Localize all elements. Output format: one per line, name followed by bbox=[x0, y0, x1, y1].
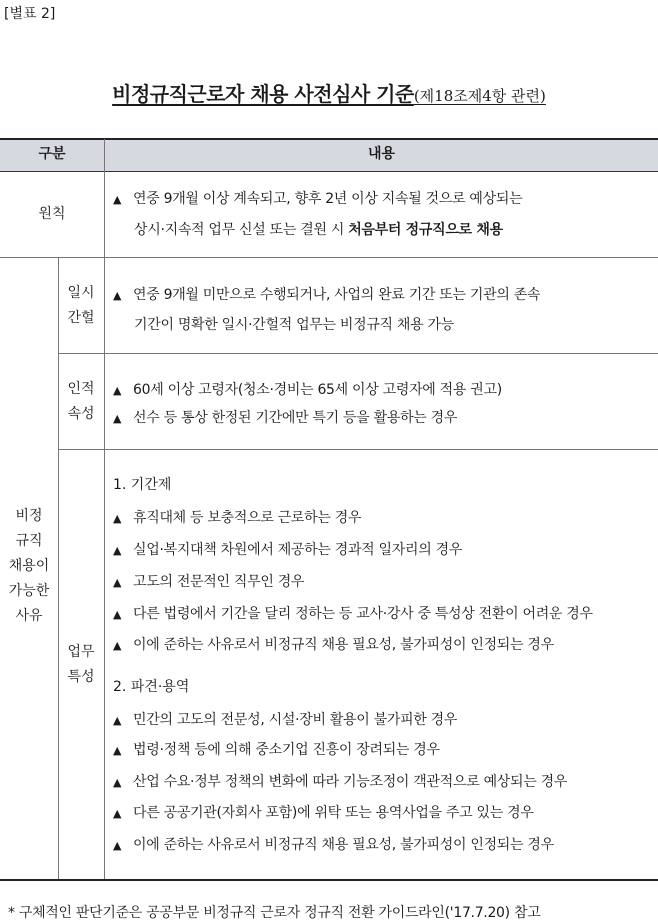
personal-label bbox=[58, 377, 104, 427]
personal-bottom-border bbox=[58, 449, 658, 450]
appendix-tag: [별표 2] bbox=[4, 6, 56, 22]
title-sub: (제18조제4항 관련) bbox=[413, 87, 546, 105]
principle-label: 원칙 bbox=[38, 206, 66, 222]
group-label-line: 채용이 bbox=[8, 558, 50, 574]
bullet-triangle-icon: ▲ bbox=[113, 639, 122, 652]
dispatch-item-text: 이에 준하는 사유로서 비정규직 채용 필요성, 불가피성이 인정되는 경우 bbox=[133, 837, 554, 853]
group-label bbox=[0, 504, 58, 629]
group-column-divider bbox=[58, 258, 59, 879]
title-main: 비정규직근로자 채용 사전심사 기준 bbox=[112, 82, 414, 106]
business-label-line: 특성 bbox=[67, 669, 95, 685]
fixed-term-item-text: 고도의 전문적인 직무인 경우 bbox=[133, 574, 305, 590]
temporary-item bbox=[113, 284, 650, 304]
personal-item-text: 선수 등 통상 한정된 기간에만 특기 등을 활용하는 경우 bbox=[133, 410, 458, 426]
document-title bbox=[0, 78, 658, 107]
fixed-term-item bbox=[113, 571, 650, 591]
dispatch-item-text: 다른 공공기관(자회사 포함)에 위탁 또는 용역사업을 주고 있는 경우 bbox=[133, 805, 534, 821]
group-label-line: 비정 bbox=[15, 508, 43, 524]
dispatch-item bbox=[113, 709, 650, 729]
personal-item bbox=[113, 407, 650, 427]
header-bottom-border bbox=[0, 171, 658, 172]
fixed-term-item-text: 실업·복지대책 차원에서 제공하는 경과적 일자리의 경우 bbox=[133, 542, 463, 558]
temporary-label bbox=[58, 281, 104, 331]
fixed-term-item bbox=[113, 634, 650, 654]
principle-bottom-border bbox=[0, 257, 658, 258]
bullet-triangle-icon: ▲ bbox=[113, 608, 122, 621]
fixed-term-item-text: 휴직대체 등 보충적으로 근로하는 경우 bbox=[133, 510, 362, 526]
principle-line-2-bold: 처음부터 정규직으로 채용 bbox=[348, 222, 503, 238]
principle-line-2 bbox=[134, 219, 503, 239]
dispatch-item-text: 민간의 고도의 전문성, 시설·장비 활용이 불가피한 경우 bbox=[133, 712, 458, 728]
header-category: 구분 bbox=[38, 146, 66, 162]
personal-label-line: 인적 bbox=[67, 381, 95, 397]
bullet-triangle-icon: ▲ bbox=[113, 839, 122, 852]
content-column-divider bbox=[104, 139, 105, 879]
bullet-triangle-icon: ▲ bbox=[113, 412, 122, 425]
group-label-line: 규직 bbox=[15, 533, 43, 549]
bullet-triangle-icon: ▲ bbox=[113, 776, 122, 789]
bullet-triangle-icon: ▲ bbox=[113, 544, 122, 557]
table-top-border bbox=[0, 138, 658, 140]
business-label bbox=[58, 640, 104, 690]
bullet-triangle-icon: ▲ bbox=[113, 744, 122, 757]
bullet-triangle-icon: ▲ bbox=[113, 576, 122, 589]
personal-item bbox=[113, 379, 650, 399]
dispatch-heading: 2. 파견·용역 bbox=[113, 679, 190, 695]
temporary-label-line: 일시 bbox=[67, 285, 95, 301]
fixed-term-item bbox=[113, 539, 650, 559]
header-content: 내용 bbox=[367, 146, 396, 162]
fixed-term-heading: 1. 기간제 bbox=[113, 477, 172, 493]
fixed-term-item bbox=[113, 603, 650, 623]
business-label-line: 업무 bbox=[67, 644, 95, 660]
group-label-line: 사유 bbox=[15, 608, 43, 624]
footnote: * 구체적인 판단기준은 공공부문 비정규직 근로자 정규직 전환 가이드라인('17.7.20) 참고 bbox=[8, 905, 541, 921]
temporary-line-1: 연중 9개월 미만으로 수행되거나, 사업의 완료 기간 또는 기관의 존속 bbox=[133, 287, 541, 303]
fixed-term-item-text: 다른 법령에서 기간을 달리 정하는 등 교사·강사 중 특성상 전환이 어려운 경우 bbox=[133, 606, 593, 622]
bullet-triangle-icon: ▲ bbox=[113, 512, 122, 525]
temporary-label-line: 간헐 bbox=[67, 310, 95, 326]
dispatch-item-text: 산업 수요·정부 정책의 변화에 따라 기능조정이 객관적으로 예상되는 경우 bbox=[133, 774, 568, 790]
dispatch-item bbox=[113, 771, 650, 791]
fixed-term-item bbox=[113, 507, 650, 527]
bullet-triangle-icon: ▲ bbox=[113, 289, 122, 302]
temporary-bottom-border bbox=[58, 353, 658, 354]
dispatch-item bbox=[113, 739, 650, 759]
temporary-line-2: 기간이 명확한 일시·간헐적 업무는 비정규직 채용 가능 bbox=[134, 317, 454, 333]
bullet-triangle-icon: ▲ bbox=[113, 807, 122, 820]
principle-line-2-plain: 상시·지속적 업무 신설 또는 결원 시 bbox=[134, 222, 349, 238]
principle-line-1: 연중 9개월 이상 계속되고, 향후 2년 이상 지속될 것으로 예상되는 bbox=[133, 191, 523, 207]
principle-item bbox=[113, 188, 650, 208]
bullet-triangle-icon: ▲ bbox=[113, 714, 122, 727]
fixed-term-item-text: 이에 준하는 사유로서 비정규직 채용 필요성, 불가피성이 인정되는 경우 bbox=[133, 637, 554, 653]
personal-item-text: 60세 이상 고령자(청소·경비는 65세 이상 고령자에 적용 권고) bbox=[133, 382, 502, 398]
personal-label-line: 속성 bbox=[67, 406, 95, 422]
bullet-triangle-icon: ▲ bbox=[113, 193, 122, 206]
dispatch-item-text: 법령·정책 등에 의해 중소기업 진흥이 장려되는 경우 bbox=[133, 742, 440, 758]
dispatch-item bbox=[113, 834, 650, 854]
table-bottom-border bbox=[0, 879, 658, 881]
dispatch-item bbox=[113, 802, 650, 822]
bullet-triangle-icon: ▲ bbox=[113, 384, 122, 397]
group-label-line: 가능한 bbox=[8, 583, 50, 599]
